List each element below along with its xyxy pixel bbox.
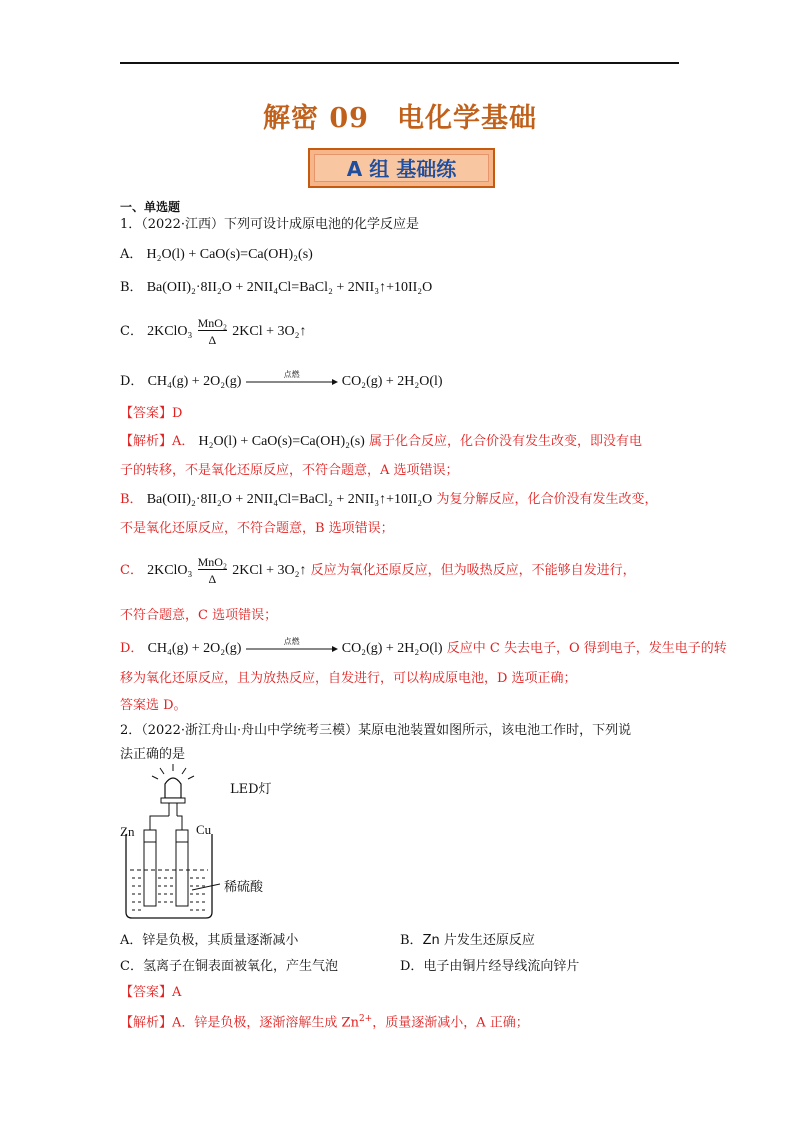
catalyst: MnO₂: [197, 316, 228, 330]
q1-answer: [120, 405, 182, 423]
q2-stem-line2: 法正确的是: [120, 747, 186, 762]
q2-stem-line1: 2．（2022·浙江舟山·舟山中学统考三模）某原电池装置如图所示，该电池工作时，下列说: [120, 723, 632, 738]
expl-c-text: 反应为氧化还原反应，但为吸热反应，不能够自发进行，: [310, 563, 636, 578]
answer-value: D: [172, 406, 183, 421]
analysis-tag: 【解析】: [120, 434, 173, 449]
group-badge: [308, 148, 495, 188]
expl-d-right: CO₂(g) + 2H₂O(l): [341, 641, 443, 656]
q1-expl-c: [120, 555, 636, 586]
section-heading: 一、单选题: [120, 200, 181, 214]
expl-a-text: 属于化合反应，化合价没有发生改变，即没有电: [368, 434, 642, 449]
q1-conclusion: 答案选 D。: [120, 698, 187, 713]
q1-expl-b-line2: 不是氧化还原反应，不符合题意，B 选项错误；: [120, 521, 394, 536]
option-c-label: C．: [120, 324, 143, 339]
cell-diagram: [120, 762, 320, 922]
q2-option-d: D．电子由铜片经导线流向锌片: [400, 959, 580, 974]
q1-expl-a-line2: 子的转移，不是氧化还原反应，不符合题意，A 选项错误；: [120, 463, 459, 478]
led-rays: [152, 764, 194, 779]
expl-c-left: 2KClO₃: [147, 563, 193, 578]
expl-c-right: 2KCl + 3O₂↑: [232, 563, 307, 578]
q2-option-a: A．锌是负极，其质量逐渐减小: [120, 933, 299, 948]
q1-expl-b: [120, 491, 657, 509]
expl-b-equation: Ba(OII)₂·8II₂O + 2NII₄Cl=BaCl₂ + 2NII₃↑+10II₂O: [146, 492, 433, 507]
equation-d-left: CH₄(g) + 2O₂(g): [147, 374, 242, 389]
option-b-zn: Zn: [422, 933, 440, 948]
q1-expl-a: [120, 433, 642, 451]
expl-c-condition: [198, 555, 228, 586]
equation-c-left: 2KClO₃: [147, 324, 193, 339]
option-b-text: 片发生还原反应: [439, 933, 535, 948]
q1-expl-d-line2: 移为氧化还原反应，且为放热反应，自发进行，可以构成原电池，D 选项正确；: [120, 671, 577, 686]
q1-stem: 1．（2022·江西）下列可设计成原电池的化学反应是: [120, 217, 419, 232]
q2-analysis: [120, 1010, 529, 1032]
q2-answer: [120, 984, 181, 1002]
header-rule: [120, 62, 679, 64]
expl-c-equation: [147, 555, 311, 586]
option-a-label: A．: [120, 247, 143, 262]
expl-b-text: 为复分解反应，化合价没有发生改变，: [436, 492, 658, 507]
q1-expl-d: [120, 636, 727, 658]
expl-c-heat: Δ: [198, 569, 228, 586]
expl-d-label: D．: [120, 641, 144, 656]
q1-option-a: [120, 246, 313, 264]
q1-expl-c-line2: 不符合题意，C 选项错误；: [120, 608, 278, 623]
expl-c-catalyst: MnO₂: [197, 555, 228, 569]
expl-d-left: CH₄(g) + 2O₂(g): [147, 641, 242, 656]
analysis-post: ，质量逐渐减小，A 正确；: [372, 1015, 529, 1031]
option-b-label: B．: [400, 933, 423, 948]
page-title: 解密 09 电化学基础: [263, 103, 537, 134]
expl-d-arrow: [246, 636, 338, 653]
answer-value: A: [172, 985, 182, 1000]
equation-c-right: 2KCl + 3O₂↑: [232, 324, 307, 339]
q1-option-b: [120, 279, 432, 297]
cu-label: Cu: [196, 822, 212, 837]
q2-option-b: [400, 932, 535, 950]
expl-d-text: 反应中 C 失去电子，O 得到电子，发生电子的转: [446, 641, 727, 656]
group-badge-label: A 组 基础练: [314, 154, 489, 182]
option-d-label: D．: [120, 374, 144, 389]
analysis-tag: 【解析】: [120, 1015, 173, 1031]
expl-d-equation: [147, 636, 447, 656]
equation-c-condition: [198, 316, 228, 347]
expl-c-label: C．: [120, 563, 143, 578]
expl-a-label: A．: [172, 434, 195, 449]
equation-a: H₂O(l) + CaO(s)=Ca(OH)₂(s): [146, 247, 313, 262]
option-b-label: B．: [120, 280, 143, 295]
acid-label: 稀硫酸: [224, 880, 264, 895]
galvanic-cell-figure: [120, 762, 320, 922]
ignition-condition: 点燃: [283, 369, 300, 379]
expl-d-condition: 点燃: [283, 636, 300, 646]
heat-symbol: Δ: [198, 330, 228, 347]
led-label: LED灯: [230, 782, 272, 797]
equation-d-right: CO₂(g) + 2H₂O(l): [341, 374, 443, 389]
q2-option-c: C．氢离子在铜表面被氧化，产生气泡: [120, 959, 338, 974]
expl-b-label: B．: [120, 492, 143, 507]
answer-tag: 【答案】: [120, 406, 173, 421]
q1-option-c: [120, 316, 306, 347]
expl-a-equation: H₂O(l) + CaO(s)=Ca(OH)₂(s): [198, 434, 365, 449]
analysis-charge: 2+: [358, 1014, 373, 1024]
answer-tag: 【答案】: [120, 985, 173, 1000]
analysis-pre: A．锌是负极，逐渐溶解生成 Zn: [172, 1015, 359, 1031]
reaction-arrow: [246, 369, 338, 386]
q1-option-d: [120, 369, 443, 391]
zn-label: Zn: [120, 824, 135, 839]
equation-b: Ba(OII)₂·8II₂O + 2NII₄Cl=BaCl₂ + 2NII₃↑+10II₂O: [146, 280, 433, 295]
